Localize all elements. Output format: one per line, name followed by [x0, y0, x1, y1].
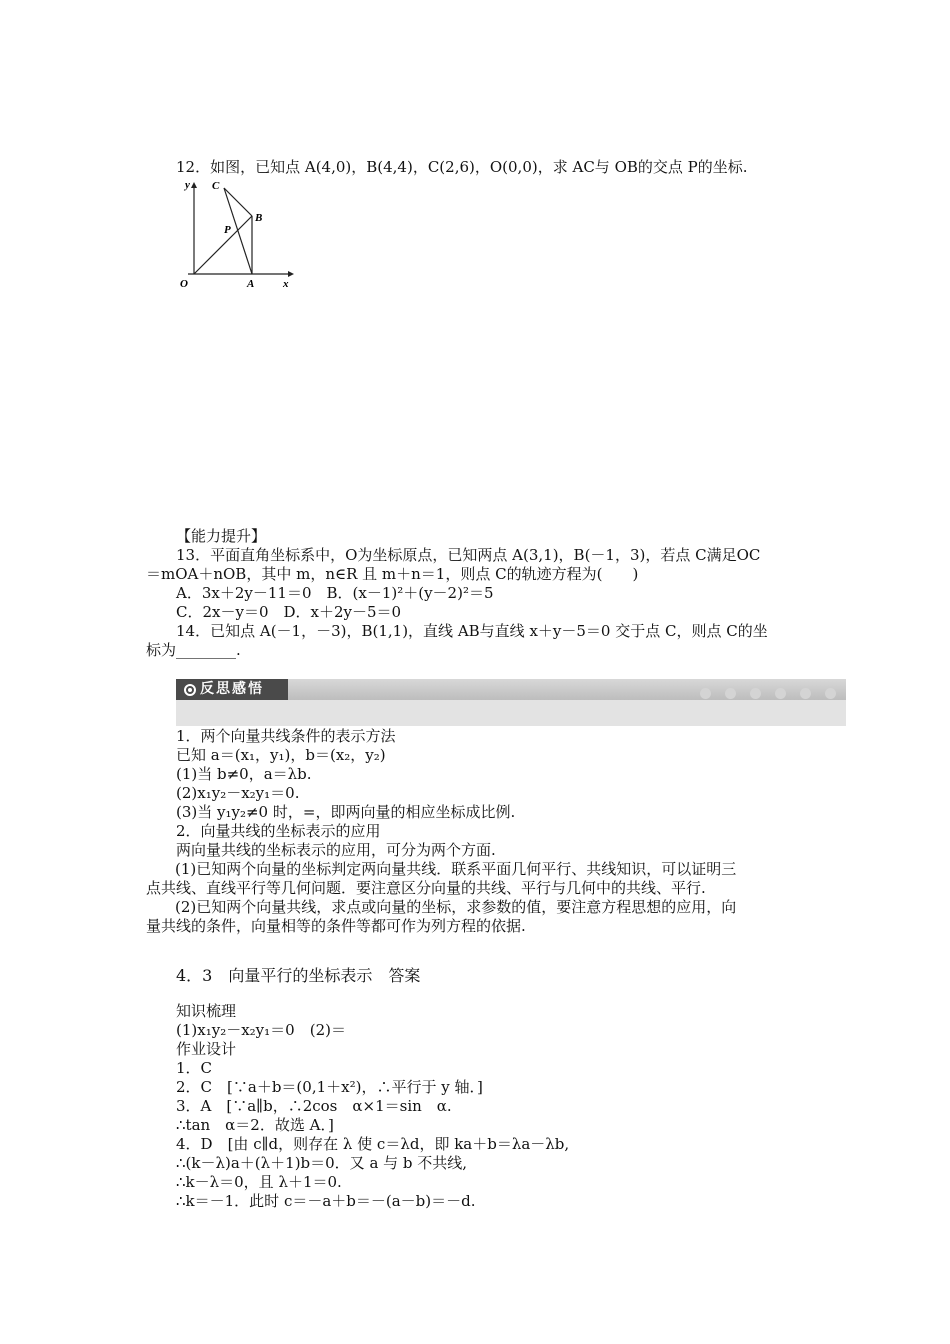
reflection-line: (1)已知两个向量的坐标判定两向量共线．联系平面几何平行、共线知识，可以证明三 — [160, 860, 737, 878]
q14-line-2: 标为________. — [146, 641, 241, 659]
coordinate-figure — [176, 176, 296, 292]
answer-line: 3．A [∵a∥b，∴2cos α×1＝sin α. — [176, 1097, 452, 1115]
y-axis-arrow — [191, 182, 197, 188]
q13-options-1: A．3x＋2y－11＝0 B．(x－1)²＋(y－2)²＝5 — [176, 584, 494, 602]
label-o: O — [180, 278, 188, 290]
reflection-line: (2)x₁y₂－x₂y₁＝0. — [176, 784, 300, 802]
q13-line-2: ＝mOA＋nOB，其中 m，n∈R 且 m＋n＝1，则点 C的轨迹方程为( ) — [146, 565, 639, 583]
banner-title-tab — [176, 679, 288, 700]
q13-line-1: 13．平面直角坐标系中，O为坐标原点，已知两点 A(3,1)，B(－1，3)，若点 C满足OC — [176, 546, 761, 564]
label-c: C — [212, 180, 220, 192]
reflection-line: 量共线的条件，向量相等的条件等都可作为列方程的依据. — [146, 917, 526, 935]
reflection-line: 点共线、直线平行等几何问题．要注意区分向量的共线、平行与几何中的共线、平行. — [146, 879, 706, 897]
ability-heading: 【能力提升】 — [176, 527, 267, 545]
question-12-text: 12．如图，已知点 A(4,0)，B(4,4)，C(2,6)，O(0,0)，求 AC与 OB的交点 P的坐标. — [176, 158, 748, 176]
answer-line: ∴(k－λ)a＋(λ＋1)b＝0．又 a 与 b 不共线, — [176, 1154, 468, 1172]
reflection-line: (3)当 y₁y₂≠0 时，=，即两向量的相应坐标成比例. — [176, 803, 516, 821]
banner-dot — [800, 688, 811, 699]
answer-line: ∴tan α＝2．故选 A．] — [176, 1116, 334, 1134]
label-b: B — [255, 212, 263, 224]
answer-line: ∴k＝－1．此时 c＝－a＋b＝－(a－b)＝－d. — [176, 1192, 476, 1210]
banner-dots — [691, 684, 836, 703]
banner-dot — [775, 688, 786, 699]
answer-line: 2．C [∵a＋b＝(0,1＋x²)，∴平行于 y 轴．] — [176, 1078, 483, 1096]
banner-title: 反思感悟 — [200, 681, 264, 697]
reflection-line: (2)已知两个向量共线，求点或向量的坐标，求参数的值，要注意方程思想的应用，向 — [160, 898, 737, 916]
segment-ob — [194, 216, 252, 274]
target-circle-icon — [184, 684, 196, 696]
answer-line: 知识梳理 — [176, 1002, 237, 1020]
reflection-line: 两向量共线的坐标表示的应用，可分为两个方面. — [176, 841, 496, 859]
banner-dot — [825, 688, 836, 699]
answer-line: ∴k－λ＝0，且 λ＋1＝0. — [176, 1173, 342, 1191]
reflection-line: (1)当 b≠0，a＝λb. — [176, 765, 312, 783]
answer-line: (1)x₁y₂－x₂y₁＝0 (2)＝ — [176, 1021, 346, 1039]
label-y: y — [185, 179, 190, 191]
banner-bottom-bar — [176, 700, 846, 726]
banner-dot — [750, 688, 761, 699]
banner-dot — [725, 688, 736, 699]
reflection-line: 1．两个向量共线条件的表示方法 — [176, 727, 396, 745]
label-x: x — [283, 278, 289, 290]
q14-line-1: 14．已知点 A(－1，－3)，B(1,1)，直线 AB与直线 x＋y－5＝0 交于点 C，则点 C的坐 — [176, 622, 768, 640]
reflection-line: 2．向量共线的坐标表示的应用 — [176, 822, 381, 840]
answer-line: 4．D [由 c∥d，则存在 λ 使 c＝λd，即 ka＋b＝λa－λb, — [176, 1135, 570, 1153]
answer-line: 1．C — [176, 1059, 213, 1077]
reflection-banner — [176, 679, 846, 726]
reflection-line: 已知 a＝(x₁，y₁)，b＝(x₂，y₂) — [176, 746, 386, 764]
answer-line: 作业设计 — [176, 1040, 237, 1058]
banner-dot — [700, 688, 711, 699]
answers-title: 4．3 向量平行的坐标表示 答案 — [176, 966, 421, 985]
label-p: P — [224, 224, 231, 236]
x-axis-arrow — [288, 271, 294, 277]
label-a: A — [247, 278, 255, 290]
q13-options-2: C．2x－y＝0 D．x＋2y－5＝0 — [176, 603, 402, 621]
